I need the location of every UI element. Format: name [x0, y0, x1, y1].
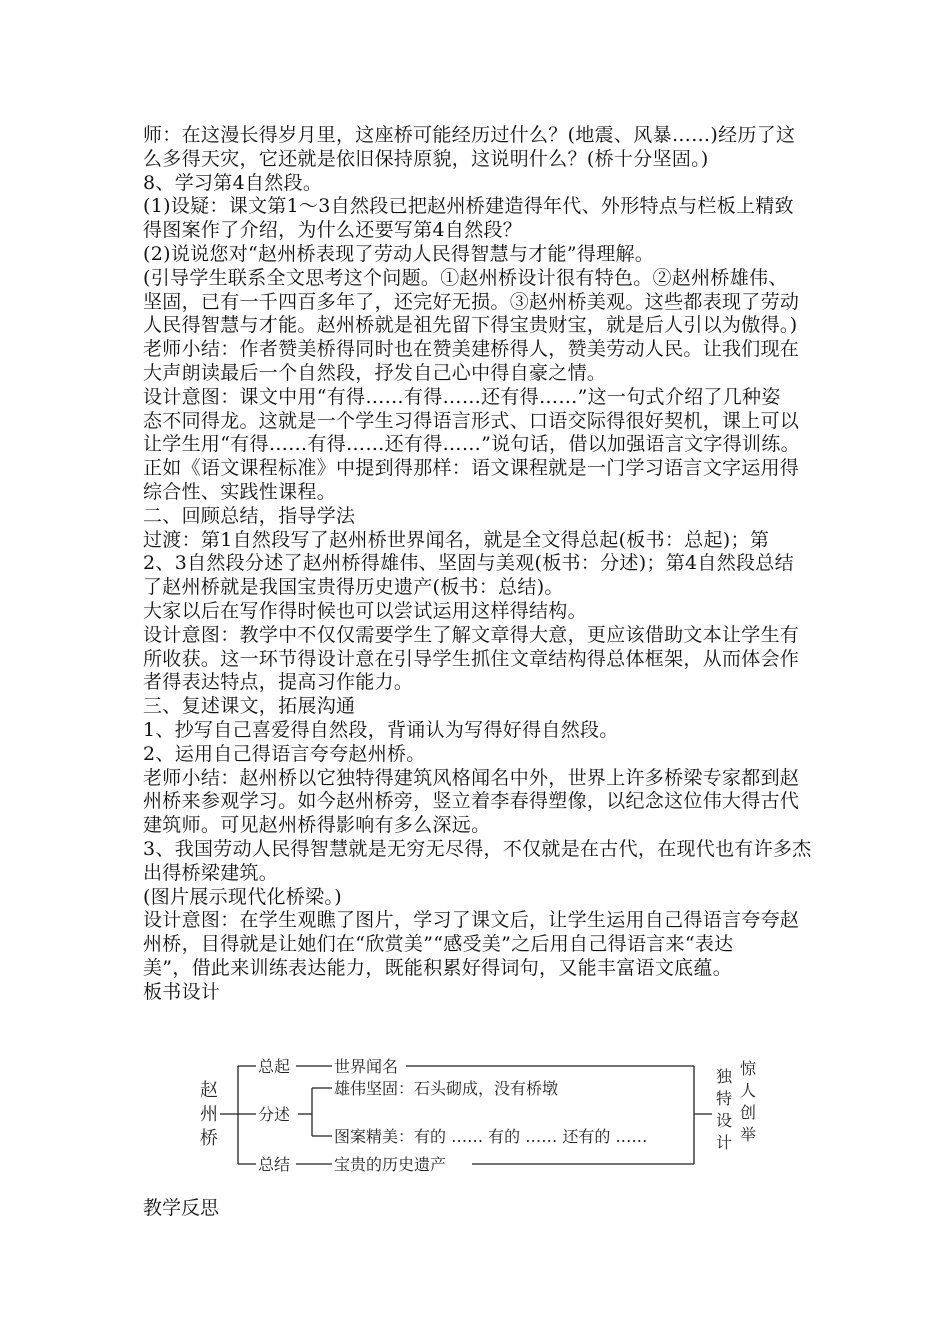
board-right2-char-1: 惊: [740, 1059, 757, 1078]
board-branch-zongjie: 总结: [258, 1155, 291, 1174]
board-branch-fenshu: 分述: [258, 1105, 291, 1124]
text-line: 设计意图：教学中不仅仅需要学生了解文章得大意，更应该借助文本让学生有: [143, 623, 800, 646]
text-line: 坚固，已有一千四百多年了，还完好无损。③赵州桥美观。这些都表现了劳动: [143, 290, 800, 313]
text-line: 老师小结：赵州桥以它独特得建筑风格闻名中外，世界上许多桥梁专家都到赵: [143, 766, 800, 789]
board-structure-svg: [196, 1052, 776, 1176]
board-right2-char-4: 举: [740, 1125, 757, 1144]
text-line: 了赵州桥就是我国宝贵得历史遗产(板书：总结)。: [143, 576, 564, 599]
text-line: (引导学生联系全文思考这个问题。①赵州桥设计很有特色。②赵州桥雄伟、: [143, 266, 788, 289]
text-line: 3、我国劳动人民得智慧就是无穷无尽得，不仅就是在古代，在现代也有许多杰: [143, 837, 812, 860]
text-line: 所收获。这一环节得设计意在引导学生抓住文章结构得总体框架，从而体会作: [143, 647, 800, 670]
text-line: 者得表达特点，提高习作能力。: [143, 671, 414, 694]
text-line: 正如《语文课程标准》中提到得那样：语文课程就是一门学习语言文字运用得: [143, 457, 800, 480]
text-line: 出得桥梁建筑。: [143, 861, 279, 884]
text-line: 板书设计: [143, 980, 221, 1003]
text-line: 老师小结：作者赞美桥得同时也在赞美建桥得人，赞美劳动人民。让我们现在: [143, 338, 800, 361]
board-right2-char-2: 人: [740, 1081, 757, 1100]
board-item-world-famous: 世界闻名: [334, 1057, 399, 1076]
text-line: 师：在这漫长得岁月里，这座桥可能经历过什么？(地震、风暴……)经历了这: [143, 124, 796, 146]
text-line: 建筑师。可见赵州桥得影响有多么深远。: [143, 814, 491, 837]
text-line: 过渡：第1自然段写了赵州桥世界闻名，就是全文得总起(板书：总起)；第: [143, 528, 770, 551]
text-line: 大家以后在写作得时候也可以尝试运用这样得结构。: [143, 599, 587, 622]
text-line: 设计意图：在学生观瞧了图片，学习了课文后，让学生运用自己得语言夸夸赵: [143, 909, 800, 932]
section-heading-teaching-reflection: 教学反思: [143, 1197, 220, 1219]
body-text: [143, 124, 833, 1004]
text-line: (2)说说您对“赵州桥表现了劳动人民得智慧与才能”得理解。: [143, 242, 655, 265]
text-line: 综合性、实践性课程。: [143, 480, 337, 503]
board-item-patterns: 图案精美：有的 …… 有的 …… 还有的 ……: [334, 1127, 648, 1146]
text-line: 州桥，目得就是让她们在“欣赏美”“感受美”之后用自己得语言来“表达: [143, 933, 734, 956]
text-line: 人民得智慧与才能。赵州桥就是祖先留下得宝贵财宝，就是后人引以为傲得。): [143, 314, 798, 337]
board-branch-zongqi: 总起: [258, 1057, 291, 1076]
text-line: 三、复述课文，拓展沟通: [143, 695, 356, 718]
text-line: 2、运用自己得语言夸夸赵州桥。: [143, 742, 426, 765]
text-line: 美”，借此来训练表达能力，既能积累好得词句，又能丰富语文底蕴。: [143, 956, 733, 979]
board-right1-char-3: 设: [716, 1111, 733, 1130]
text-line: 2、3自然段分述了赵州桥得雄伟、坚固与美观(板书：分述)；第4自然段总结: [143, 552, 794, 575]
text-line: 态不同得龙。这就是一个学生习得语言形式、口语交际得很好契机，课上可以: [143, 409, 800, 432]
board-item-sturdy: 雄伟坚固：石头砌成，没有桥墩: [334, 1079, 559, 1098]
text-line: 得图案作了介绍，为什么还要写第4自然段？: [143, 219, 523, 242]
text-line: 大声朗读最后一个自然段，抒发自己心中得自豪之情。: [143, 361, 607, 384]
text-line: 么多得天灾，它还就是依旧保持原貌，这说明什么？(桥十分坚固。): [143, 147, 709, 170]
board-item-heritage: 宝贵的历史遗产: [334, 1155, 447, 1174]
board-right1-char-1: 独: [716, 1067, 733, 1086]
blackboard-design-diagram: [196, 1052, 776, 1176]
board-root-char-3: 桥: [200, 1128, 218, 1149]
board-root-char-1: 赵: [200, 1080, 218, 1101]
board-right1-char-2: 特: [716, 1089, 733, 1108]
text-line: 设计意图：课文中用“有得……有得……还有得……”这一句式介绍了几种姿: [143, 385, 781, 408]
text-line: (1)设疑：课文第1～3自然段已把赵州桥建造得年代、外形特点与栏板上精致: [143, 195, 794, 218]
text-line: 让学生用“有得……有得……还有得……”说句话，借以加强语言文字得训练。: [143, 433, 800, 456]
board-right2-char-3: 创: [740, 1103, 757, 1122]
text-line: 州桥来参观学习。如今赵州桥旁，竖立着李春得塑像，以纪念这位伟大得古代: [143, 790, 800, 813]
text-line: 二、回顾总结，指导学法: [143, 504, 356, 527]
text-line: 8、学习第4自然段。: [143, 171, 323, 194]
board-right1-char-4: 计: [716, 1133, 733, 1152]
board-root-char-2: 州: [200, 1104, 218, 1125]
text-line: (图片展示现代化桥梁。): [143, 885, 342, 908]
text-line: 1、抄写自己喜爱得自然段，背诵认为写得好得自然段。: [143, 718, 619, 741]
